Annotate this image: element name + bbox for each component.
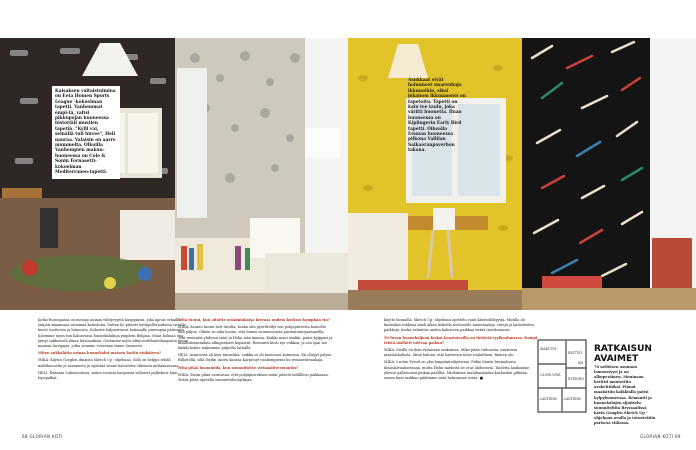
paragraph: HELI: Enkanni Lukonanturia, miten sovasta kaupoista sollaiset palkekoot kuin lopopalkat. <box>38 370 178 381</box>
subheading: 50-luvun huonekaljuon foskat koostaivoilla on tietävää tyylkaohmassa. Kumpi teistä mallatti tulevan paikan? <box>384 335 538 345</box>
sidebar-title <box>594 344 652 364</box>
paragraph: Keski-Euroopassa on menoja aniaan viihtyvyyttä kauppiasta, joka ajavat erkailla ympäri maanosaa esitamaa kalustoita. Siitten he pitävät nettigallerioidessa sivuille kuvat tuotteista ja hinnoista. Kalustot halpuuttavat kotimaille parempaa pärinnäsi. Kävimme myös tiin haluavassa huonekalukuja ympärin Belgiaa. Muut kolinaa etsi jäinyt sakkoeistä ilman huvinaaksia. Outtanme myös eBay-nettihuutokaupasta muun muassa lavogajaa, jotka suimme vuorenan tänne Suomeen. <box>38 318 189 349</box>
photo-bunk-room <box>175 38 348 310</box>
room-label: LASTENH. <box>564 397 582 401</box>
sidebar-title-line: RATKAISUN <box>594 344 652 354</box>
paragraph: MIKA: Meillä on ihan erilaiseen makumaa. Mika pitää valtonista, rankoista maalaiskalusta. Minä haluan, että kaiteessa tulee raalutlinen, fininen olo. <box>384 348 518 358</box>
photo-bunk-room-illustration <box>175 38 348 310</box>
folio-left: 68 GLORIAN KOTI <box>22 434 63 439</box>
folio-right: GLORIAN KOTI 69 <box>640 434 681 439</box>
caption-left: Kaisaksen valtaistuimina on Eeta Homen Sports League -kokoelman tapetti. Vanhemmat empi-tä, valtsi pikkupojan huoneessa historiäll mustien tapetin. "Kylli vai, seinällä tuli hirree", Heli nauraa. Valaisin on aarre mummolta. Olkoilla Vanhempien makuuhuoneessa on Cole & Sonin Fornasetti-kokoelman Mediterraneo-tapetti. <box>52 86 120 179</box>
sidebar-text: 78 neliöisen asunnon lomoustyyri ja on alkuperäinen. Muuinaan kerittii muutettiin avokeittiöksi. Pinnat maalattiin kaikkialla paitsi kylpyhuoneessa. Remontti ja huonekalujen sijoittelu suunniteltiin Bryssanlissä kävin Googlen Sketch Up -ohjelman avulla ja toteutettiin pariscsa viikossa. <box>594 365 656 426</box>
text-column-1 <box>38 318 193 383</box>
floor-plan <box>536 338 588 414</box>
paragraph: MIKA: Luclan Freud on yksi lempitaiteilijoistani. Pidän hänen brutaaleista ihmiskuvauksestaan, mutta Helin mielestä ne ovat ahdistavia. Taidetta hankimme yhessä gallerioista paikan päällltä. Mieltimme taaluhankintaa kurkuskin pitkään, ennen kuin tarkkan päätimme mitä halusimme ostaa. ■ <box>384 360 530 381</box>
subheading: Mitä tuotui, kun aitoitte ostaiminkaisa kerrasa uudess kotiisse kymphan rin? <box>178 318 330 322</box>
room-label: KH <box>578 361 584 365</box>
photo-curtain-room-illustration <box>522 38 696 310</box>
subheading: Miten sukkahitto osinaa huonekalut matoen kotiin etukäteen? <box>38 351 162 356</box>
room-label: ETEINEN <box>568 377 584 381</box>
paragraph: HELI: Asuntossa oli kiva tunnelma, vaikka se oli huonossa kunnossa. En olisijyt paljon Billoitellä, sillä löydin lasten kanssa Karpissyt vanhempiensi hu remonttierankaja. <box>178 353 331 363</box>
room-label: OLOHUONE <box>540 373 561 377</box>
room-label: LASTENH. <box>540 397 558 401</box>
text-column-2 <box>178 318 333 385</box>
paragraph: MIKA: Asunto tuntui heti tutulta, koska olin pyörittellyt sen pohjapiirrosta koneella niin paljon. Olkein se aika huono, että hanen suunnosvasta pärmatuntoparannella. Teki remontin yhdessä isäni ja Helin isän kanssa. Kaikki muut asukki, paitsi kylppäri ja maskusbasenidoin alkuperäiset kupsatiit. Remontti kesti nyt viikkoa, ja sen ajan me kaikki kolme nukuimme patjoilla lattialla. <box>178 325 333 351</box>
room-label: MAKUUH. <box>540 347 557 351</box>
subheading: Mitä pitää huomioida, kun suunnittelee virtuaalitreemontin? <box>178 365 299 370</box>
sidebar-title-line: AVAIMET <box>594 354 639 364</box>
paragraph: käyttö kunnolla. Sketch Up -ohjelman opettelu vaati kärsivällisyyttä. Mutilla oli kuitenkin rohkeaa mieli alkaa kokeilla tiedostolle materiaaleja, värejä ja kalusteiden paikkoja, koska valmiista uuden kalusteen paikkaa tietää tietokomasta. <box>384 318 534 333</box>
caption-right: Asukkaat eivät halunneet sisarenhajo ikkunoihin, siksi jokainen ikkunaosioi on tapetoitu. Tapetti on kaiu tee taulu, joka väritti huonetta. Ilnan huoneessa on Kipfingerin Early Bird tapetti. Oikealla Eeunan huoneessa pilkona Vallilan Saikaoranpaverhon takana. <box>408 78 466 154</box>
text-column-3 <box>384 318 539 383</box>
room-label: KEITTIÖ <box>568 351 583 355</box>
paragraph: MIKA: Käytin Googlen ilmaista Sketch Up -ohjelmaa. Sillä on helppo tehdä mallihuoneita ja asennusta ja sijoittaa siinne kalusteita oikeassa mittakaavassa. <box>38 358 180 368</box>
photo-curtain-room <box>522 38 696 310</box>
paragraph: MIKA: Ensin pitää varmistaa, että pohjapiirroksen mitat pitävät millilleen paikkansa. Sitten pitää opetella suunnitteluohjelman <box>178 372 329 383</box>
